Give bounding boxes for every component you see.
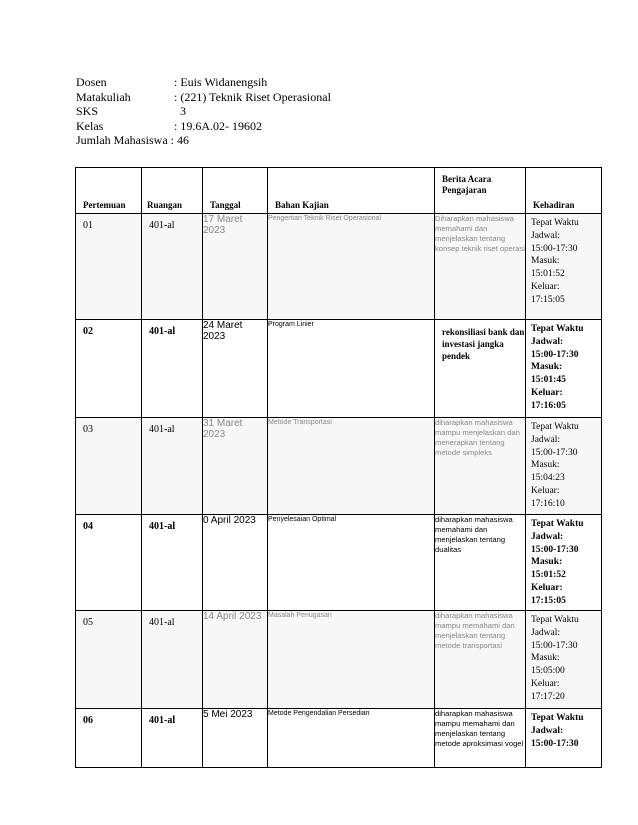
cell-tanggal: 31 Maret 2023	[203, 418, 268, 515]
kehadiran-masuk: 15:04:23	[531, 473, 565, 484]
kehadiran-status: Tepat Waktu	[531, 713, 584, 723]
kehadiran-jadwal-label: Jadwal:	[531, 336, 564, 347]
kehadiran-keluar: 17:17:20	[531, 691, 565, 702]
cell-tanggal: 24 Maret 2023	[203, 320, 268, 418]
cell-pertemuan: 01	[76, 214, 142, 320]
cell-ruangan: 401-al	[142, 611, 203, 709]
kehadiran-masuk: 15:01:52	[531, 269, 565, 280]
col-tanggal: Tanggal	[203, 168, 268, 214]
jumlah-mahasiswa: Jumlah Mahasiswa : 46	[76, 133, 189, 147]
table-row	[76, 515, 602, 611]
kehadiran-keluar-label: Keluar:	[531, 678, 560, 689]
kehadiran-keluar-label: Keluar:	[531, 281, 560, 292]
kehadiran-status: Tepat Waktu	[531, 324, 584, 334]
attendance-table	[75, 167, 602, 768]
col-pertemuan: Pertemuan	[76, 168, 142, 214]
kelas-row	[76, 119, 331, 134]
cell-berita-acara: diharapkan mahasiswa mampu memahami dan menjelaskan tentang metode aproksimasi vogel	[435, 709, 526, 768]
kehadiran-keluar: 17:16:10	[531, 498, 565, 509]
cell-pertemuan: 05	[76, 611, 142, 709]
cell-pertemuan: 06	[76, 709, 142, 768]
cell-bahan-kajian: Metode Pengendalian Persedian	[268, 709, 435, 768]
table-row	[76, 418, 602, 515]
cell-bahan-kajian: Pengertian Teknik Riset Operasional	[268, 214, 435, 320]
sks-row	[76, 104, 331, 119]
kehadiran-masuk: 15:05:00	[531, 666, 565, 677]
cell-pertemuan: 02	[76, 320, 142, 418]
kehadiran-masuk-label: Masuk:	[531, 460, 560, 471]
dosen-row	[76, 75, 331, 90]
kehadiran-jadwal: 15:00-17:30	[531, 243, 578, 254]
cell-ruangan: 401-al	[142, 709, 203, 768]
kehadiran-masuk-label: Masuk:	[531, 653, 560, 664]
kehadiran-jadwal-label: Jadwal:	[531, 531, 564, 542]
col-berita-acara: Berita Acara Pengajaran	[435, 168, 526, 214]
cell-berita-acara: Diharapkan mahasiswa memahami dan menjelaskan tentang konsep teknik riset operasi	[435, 214, 526, 320]
kehadiran-masuk: 15:01:45	[531, 375, 566, 386]
kehadiran-jadwal: 15:00-17:30	[531, 349, 579, 360]
kehadiran-keluar: 17:16:05	[531, 400, 566, 411]
kehadiran-jadwal-label: Jadwal:	[531, 725, 564, 736]
cell-tanggal: 5 Mei 2023	[203, 709, 268, 768]
matakuliah-row	[76, 90, 331, 105]
cell-bahan-kajian: Program Linier	[268, 320, 435, 418]
kelas-label: Kelas	[76, 118, 104, 133]
cell-bahan-kajian: Masalah Penugasan	[268, 611, 435, 709]
sks-value: 3	[180, 104, 186, 118]
kehadiran-masuk-label: Masuk:	[531, 256, 560, 267]
matakuliah-label: Matakuliah	[76, 89, 131, 104]
cell-ruangan: 401-al	[142, 515, 203, 611]
cell-tanggal: 14 April 2023	[203, 611, 268, 709]
table-row	[76, 320, 602, 418]
cell-berita-acara: rekonsiliasi bank dan investasi jangka pendek	[435, 320, 526, 418]
table-row	[76, 214, 602, 320]
sks-label: SKS	[76, 104, 99, 118]
course-header	[76, 75, 331, 148]
cell-kehadiran	[526, 611, 602, 709]
table-row	[76, 709, 602, 768]
col-bahan-kajian: Bahan Kajian	[268, 168, 435, 214]
kehadiran-status: Tepat Waktu	[531, 218, 579, 228]
col-kehadiran: Kehadiran	[526, 168, 602, 214]
kehadiran-jadwal: 15:00-17:30	[531, 544, 579, 555]
cell-bahan-kajian: Penyelesaian Optimal	[268, 515, 435, 611]
kehadiran-jadwal: 15:00-17:30	[531, 447, 578, 458]
cell-pertemuan: 03	[76, 418, 142, 515]
kehadiran-jadwal-label: Jadwal:	[531, 230, 561, 241]
jumlah-row	[76, 133, 331, 148]
kehadiran-jadwal-label: Jadwal:	[531, 434, 561, 445]
dosen-value: : Euis Widanengsih	[174, 75, 268, 89]
kehadiran-masuk-label: Masuk:	[531, 557, 563, 568]
kehadiran-status: Tepat Waktu	[531, 615, 579, 625]
kehadiran-keluar: 17:15:05	[531, 595, 566, 606]
kehadiran-keluar-label: Keluar:	[531, 485, 560, 496]
cell-kehadiran	[526, 214, 602, 320]
cell-berita-acara: diharapkan mahasiswa mampu menjelaskan dan menerapkan tentang metode simpleks	[435, 418, 526, 515]
kehadiran-keluar: 17:15:05	[531, 294, 565, 305]
cell-ruangan: 401-al	[142, 418, 203, 515]
dosen-label: Dosen	[76, 75, 107, 89]
kehadiran-jadwal-label: Jadwal:	[531, 627, 561, 638]
cell-kehadiran	[526, 320, 602, 418]
cell-tanggal: 17 Maret 2023	[203, 214, 268, 320]
kehadiran-jadwal: 15:00-17:30	[531, 640, 578, 651]
table-row	[76, 611, 602, 709]
table-header-row	[76, 168, 602, 214]
cell-ruangan: 401-al	[142, 320, 203, 418]
cell-tanggal: 0 April 2023	[203, 515, 268, 611]
cell-kehadiran	[526, 418, 602, 515]
kehadiran-masuk-label: Masuk:	[531, 362, 563, 373]
kelas-value: : 19.6A.02- 19602	[174, 118, 262, 133]
cell-berita-acara: diharapkan mahasiswa memahami dan menjelaskan tentang dualitas	[435, 515, 526, 611]
kehadiran-jadwal: 15:00-17:30	[531, 738, 579, 749]
cell-ruangan: 401-al	[142, 214, 203, 320]
matakuliah-value: : (221) Teknik Riset Operasional	[174, 89, 331, 104]
cell-berita-acara: diharapkan mahasiswa mampu memahami dan menjelaskan tentang metode transportasi	[435, 611, 526, 709]
kehadiran-status: Tepat Waktu	[531, 422, 579, 432]
cell-kehadiran	[526, 709, 602, 768]
cell-kehadiran	[526, 515, 602, 611]
cell-bahan-kajian: Metode Transportasi	[268, 418, 435, 515]
kehadiran-status: Tepat Waktu	[531, 519, 584, 529]
cell-pertemuan: 04	[76, 515, 142, 611]
kehadiran-masuk: 15:01:52	[531, 570, 566, 581]
kehadiran-keluar-label: Keluar:	[531, 582, 563, 593]
col-ruangan: Ruangan	[142, 168, 203, 214]
kehadiran-keluar-label: Keluar:	[531, 387, 563, 398]
